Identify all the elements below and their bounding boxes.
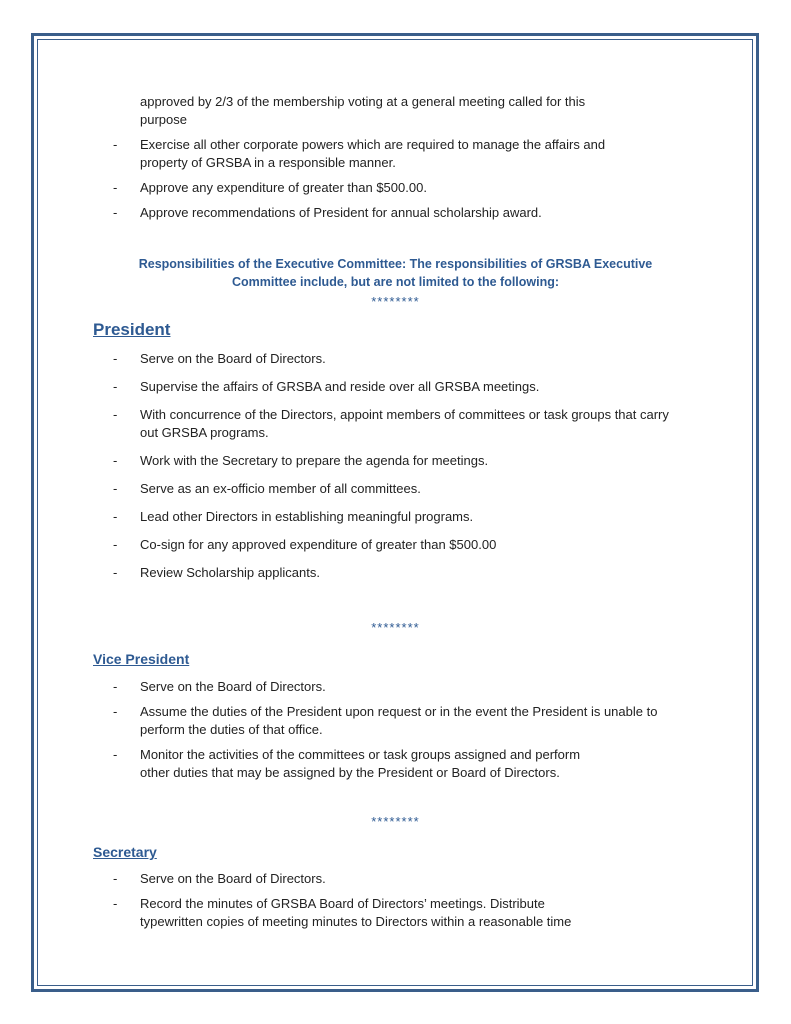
list-item: Lead other Directors in establishing meaningful programs. xyxy=(140,509,474,524)
list-item: Serve on the Board of Directors. xyxy=(140,351,326,366)
list-item: Co-sign for any approved expenditure of greater than $500.00 xyxy=(140,537,497,552)
list-item-continuation: out GRSBA programs. xyxy=(140,425,269,440)
list-item-continuation: perform the duties of that office. xyxy=(140,722,323,737)
intro-continuation-line1: approved by 2/3 of the membership voting at a general meeting called for this xyxy=(140,94,586,109)
list-item: Work with the Secretary to prepare the agenda for meetings. xyxy=(140,453,489,468)
vice-president-heading: Vice President xyxy=(93,651,190,667)
responsibilities-heading-line2: Committee include, but are not limited to the following: xyxy=(231,275,560,289)
list-bullet-dash: - xyxy=(113,351,118,366)
list-item: Assume the duties of the President upon request or in the event the President is unable to xyxy=(140,704,658,719)
list-bullet-dash: - xyxy=(113,481,118,496)
secretary-heading: Secretary xyxy=(93,844,157,860)
list-item: Monitor the activities of the committees or task groups assigned and perform xyxy=(140,747,581,762)
section-divider-stars: ******** xyxy=(371,294,420,309)
section-divider-stars: ******** xyxy=(371,814,420,829)
intro-continuation-line2: purpose xyxy=(140,112,187,127)
president-heading: President xyxy=(93,320,171,339)
list-item: Record the minutes of GRSBA Board of Directors’ meetings. Distribute xyxy=(140,896,545,911)
list-item-continuation: other duties that may be assigned by the President or Board of Directors. xyxy=(140,765,560,780)
list-bullet-dash: - xyxy=(113,379,118,394)
list-item: Review Scholarship applicants. xyxy=(140,565,320,580)
list-bullet-dash: - xyxy=(113,137,118,152)
list-item: Exercise all other corporate powers which are required to manage the affairs and xyxy=(140,137,606,152)
list-bullet-dash: - xyxy=(113,871,118,886)
list-bullet-dash: - xyxy=(113,407,118,422)
list-bullet-dash: - xyxy=(113,747,118,762)
responsibilities-heading-line1: Responsibilities of the Executive Committee: The responsibilities of GRSBA Executive xyxy=(138,257,653,271)
list-bullet-dash: - xyxy=(113,180,118,195)
list-bullet-dash: - xyxy=(113,565,118,580)
list-bullet-dash: - xyxy=(113,509,118,524)
list-bullet-dash: - xyxy=(113,205,118,220)
list-item: Serve as an ex-officio member of all committees. xyxy=(140,481,421,496)
list-bullet-dash: - xyxy=(113,679,118,694)
list-item: Serve on the Board of Directors. xyxy=(140,871,326,886)
list-item: With concurrence of the Directors, appoint members of committees or task groups that carry xyxy=(140,407,669,422)
list-item: Approve recommendations of President for annual scholarship award. xyxy=(140,205,542,220)
list-bullet-dash: - xyxy=(113,704,118,719)
list-item: Supervise the affairs of GRSBA and reside over all GRSBA meetings. xyxy=(140,379,540,394)
list-item-continuation: typewritten copies of meeting minutes to Directors within a reasonable time xyxy=(140,914,572,929)
list-bullet-dash: - xyxy=(113,537,118,552)
list-bullet-dash: - xyxy=(113,896,118,911)
list-item-continuation: property of GRSBA in a responsible manner. xyxy=(140,155,396,170)
list-item: Serve on the Board of Directors. xyxy=(140,679,326,694)
list-item: Approve any expenditure of greater than $500.00. xyxy=(140,180,427,195)
list-bullet-dash: - xyxy=(113,453,118,468)
section-divider-stars: ******** xyxy=(371,620,420,635)
